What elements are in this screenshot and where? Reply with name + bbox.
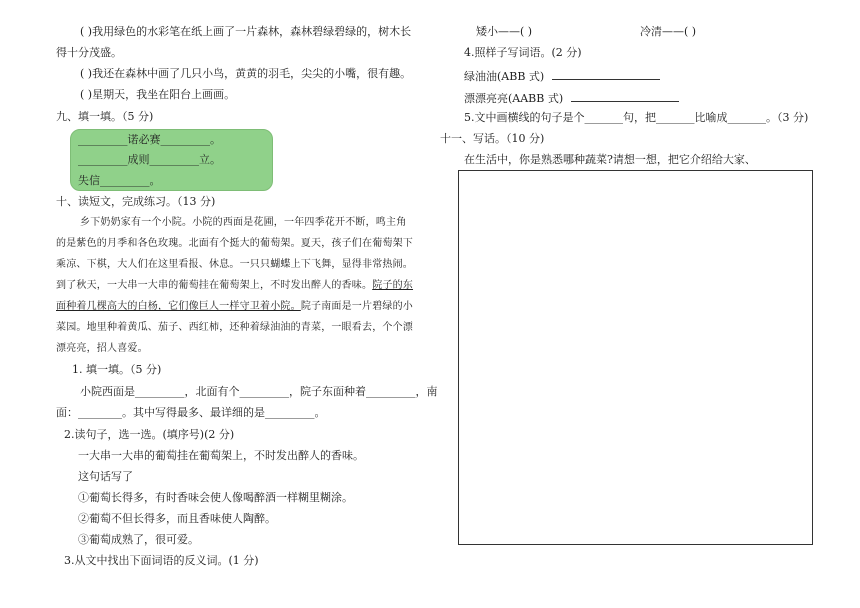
underlined-sentence-part-2: 面种着几棵高大的白杨，它们像巨人一样守卫着小院。 [56, 301, 301, 312]
judge-line-4: ( )星期天，我坐在阳台上画画。 [80, 88, 236, 101]
passage-line-5-tail: 院子南面是一片碧绿的小 [300, 301, 414, 312]
q4-item-2[interactable] [464, 90, 679, 106]
passage-line-5 [56, 300, 413, 314]
fill-line-1[interactable]: _________诺必赛_________。 [78, 133, 221, 146]
fill-line-3[interactable]: 失信_________。 [78, 174, 161, 187]
section9-title: 九、填一填。（5 分) [56, 110, 154, 123]
judge-line-3: ( )我还在森林中画了几只小鸟，黄黄的羽毛，尖尖的小嘴，很有趣。 [80, 67, 412, 80]
passage-line-7: 漂亮亮，招人喜爱。 [56, 343, 148, 354]
q4-item-2-label: 漂漂亮亮(AABB 式) [464, 92, 564, 105]
q4-title: 4.照样子写词语。(2 分) [464, 46, 582, 59]
q4-answer-blank-1[interactable] [552, 68, 660, 80]
antonym-item-2[interactable]: 冷清——( ) [640, 25, 697, 38]
section11-title: 十一、写话。（10 分) [440, 132, 545, 145]
q5-line[interactable]: 5.文中画横线的句子是个_______句，把_______比喻成_______。（3 分) [464, 111, 809, 124]
section10-title: 十、读短文，完成练习。（13 分) [56, 195, 216, 208]
underlined-sentence-part-1: 院子的东 [372, 280, 414, 291]
q4-item-1-label: 绿油油(ABB 式) [464, 70, 545, 83]
writing-prompt: 在生活中，你是熟悉哪种蔬菜?请想一想，把它介绍给大家、 [464, 153, 756, 166]
q4-answer-blank-2[interactable] [571, 90, 679, 102]
q4-item-1[interactable] [464, 68, 660, 84]
q1-line-1[interactable]: 小院西面是_________，北面有个_________，院子东面种着_________，南 [80, 385, 438, 398]
passage-line-6: 菜园。地里种着黄瓜、茄子、西红柿，还种着绿油油的青菜，一眼看去，个个漂 [56, 322, 413, 333]
passage-line-4 [56, 279, 413, 293]
q2-prompt: 这句话写了 [78, 470, 133, 483]
q3-title: 3.从文中找出下面词语的反义词。(1 分) [64, 554, 259, 567]
q1-title: 1. 填一填。（5 分) [72, 363, 162, 376]
q2-option-1[interactable]: ①葡萄长得多，有时香味会使人像喝醉酒一样糊里糊涂。 [78, 491, 353, 504]
q2-title: 2.读句子，选一选。(填序号)(2 分) [64, 428, 235, 441]
writing-area[interactable] [458, 170, 813, 545]
passage-line-2: 的是紫色的月季和各色玫瑰。北面有个挺大的葡萄架。夏天，孩子们在葡萄架下 [56, 238, 413, 249]
passage-line-1: 乡下奶奶家有一个小院。小院的西面是花圃，一年四季花开不断，鸣主角 [80, 217, 407, 228]
q2-sentence: 一大串一大串的葡萄挂在葡萄架上，不时发出醉人的香味。 [78, 449, 364, 462]
antonym-item-1[interactable]: 矮小——( ) [476, 25, 533, 38]
q2-option-3[interactable]: ③葡萄成熟了，很可爱。 [78, 533, 199, 546]
passage-line-4-text: 到了秋天，一大串一大串的葡萄挂在葡萄架上，不时发出醉人的香味。 [56, 280, 373, 291]
fill-line-2[interactable]: _________成则_________立。 [78, 153, 221, 166]
judge-line-1: ( )我用绿色的水彩笔在纸上画了一片森林，森林碧绿碧绿的，树木长 [80, 25, 412, 38]
q1-line-2[interactable]: 面：________。其中写得最多、最详细的是_________。 [56, 406, 326, 419]
passage-line-3: 乘凉、下棋，大人们在这里看报、休息。一只只蝴蝶上下飞舞，显得非常热闹。 [56, 259, 413, 270]
judge-line-2: 得十分茂盛。 [56, 46, 122, 59]
q2-option-2[interactable]: ②葡萄不但长得多，而且香味使人陶醉。 [78, 512, 276, 525]
